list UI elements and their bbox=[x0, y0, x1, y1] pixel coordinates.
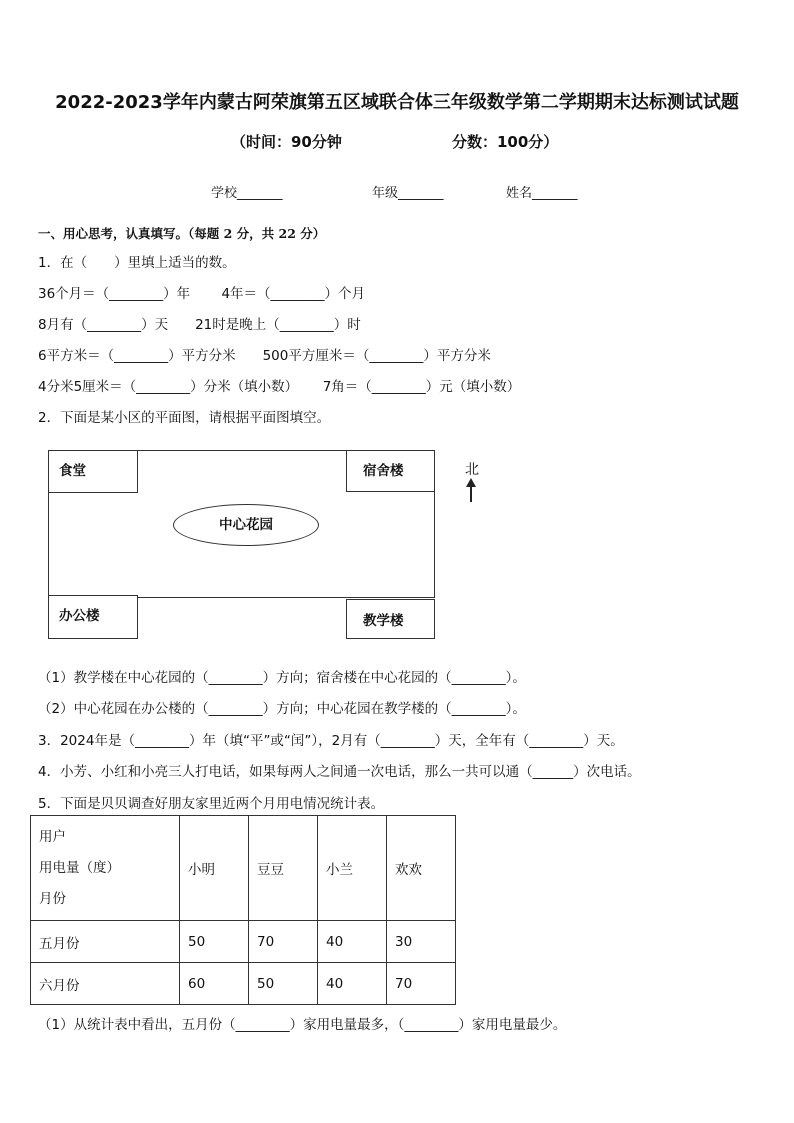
question-4: 4．小芳、小红和小亮三人打电话，如果每两人之间通一次电话，那么一共可以通（______）次电话。 bbox=[38, 764, 641, 780]
teaching-label: 教学楼 bbox=[363, 613, 404, 629]
question-1-stem: 1．在（ ）里填上适当的数。 bbox=[38, 255, 236, 271]
question-2-sub-2: （2）中心花园在办公楼的（________）方向；中心花园在教学楼的（________）。 bbox=[38, 701, 526, 717]
dorm-building bbox=[346, 450, 435, 492]
table-row bbox=[31, 963, 456, 1005]
name-field[interactable]: 姓名_______ bbox=[506, 186, 578, 201]
corner-label-month: 月份 bbox=[39, 890, 66, 907]
north-arrow-shaft bbox=[470, 486, 472, 502]
table-cell: 70 bbox=[249, 921, 318, 963]
table-cell: 50 bbox=[180, 921, 249, 963]
column-header: 豆豆 bbox=[249, 816, 318, 921]
column-header: 小明 bbox=[180, 816, 249, 921]
north-label: 北 bbox=[465, 462, 479, 478]
column-header: 欢欢 bbox=[387, 816, 456, 921]
row-label: 五月份 bbox=[31, 921, 180, 963]
row-label: 六月份 bbox=[31, 963, 180, 1005]
dorm-label: 宿舍楼 bbox=[363, 463, 404, 479]
question-5-stem: 5．下面是贝贝调查好朋友家里近两个月用电情况统计表。 bbox=[38, 796, 385, 812]
table-cell: 30 bbox=[387, 921, 456, 963]
table-row bbox=[31, 921, 456, 963]
exam-time: （时间：90分钟 bbox=[231, 133, 342, 151]
page-title: 2022-2023学年内蒙古阿荣旗第五区域联合体三年级数学第二学期期末达标测试试题 bbox=[55, 92, 739, 113]
table-cell: 50 bbox=[249, 963, 318, 1005]
question-1-line-4: 4分米5厘米＝（________）分米（填小数） 7角＝（________）元（填小数） bbox=[38, 379, 521, 395]
column-header: 小兰 bbox=[318, 816, 387, 921]
question-1-line-3: 6平方米＝（________）平方分米 500平方厘米＝（________）平方分米 bbox=[38, 348, 491, 364]
table-corner-cell bbox=[31, 816, 180, 921]
question-2-sub-1: （1）教学楼在中心花园的（________）方向；宿舍楼在中心花园的（________）。 bbox=[38, 670, 526, 686]
table-cell: 40 bbox=[318, 921, 387, 963]
question-3: 3．2024年是（________）年（填“平”或“闰”），2月有（________）天，全年有（________）天。 bbox=[38, 733, 624, 749]
school-field[interactable]: 学校_______ bbox=[211, 186, 283, 201]
table-cell: 40 bbox=[318, 963, 387, 1005]
question-1-line-2: 8月有（________）天 21时是晚上（________）时 bbox=[38, 317, 361, 333]
canteen-label: 食堂 bbox=[59, 463, 86, 479]
question-5-sub-1: （1）从统计表中看出，五月份（________）家用电量最多，（________）家用电量最少。 bbox=[38, 1017, 567, 1033]
exam-score: 分数：100分） bbox=[452, 133, 559, 151]
grade-field[interactable]: 年级_______ bbox=[372, 186, 444, 201]
central-garden-label: 中心花园 bbox=[219, 517, 273, 533]
corner-label-user: 用户 bbox=[39, 828, 66, 845]
central-garden bbox=[173, 504, 319, 546]
canteen-building bbox=[48, 450, 138, 493]
teaching-building bbox=[346, 599, 435, 639]
office-building bbox=[48, 595, 138, 639]
electricity-usage-table bbox=[30, 815, 456, 1005]
corner-label-usage: 用电量（度） bbox=[39, 859, 120, 876]
section-heading: 一、用心思考，认真填写。（每题 2 分，共 22 分） bbox=[38, 226, 326, 241]
table-header-row bbox=[31, 816, 456, 921]
question-1-line-1: 36个月＝（________）年 4年＝（________）个月 bbox=[38, 286, 366, 302]
table-cell: 70 bbox=[387, 963, 456, 1005]
table-cell: 60 bbox=[180, 963, 249, 1005]
office-label: 办公楼 bbox=[59, 608, 100, 624]
question-2-stem: 2．下面是某小区的平面图，请根据平面图填空。 bbox=[38, 410, 331, 426]
